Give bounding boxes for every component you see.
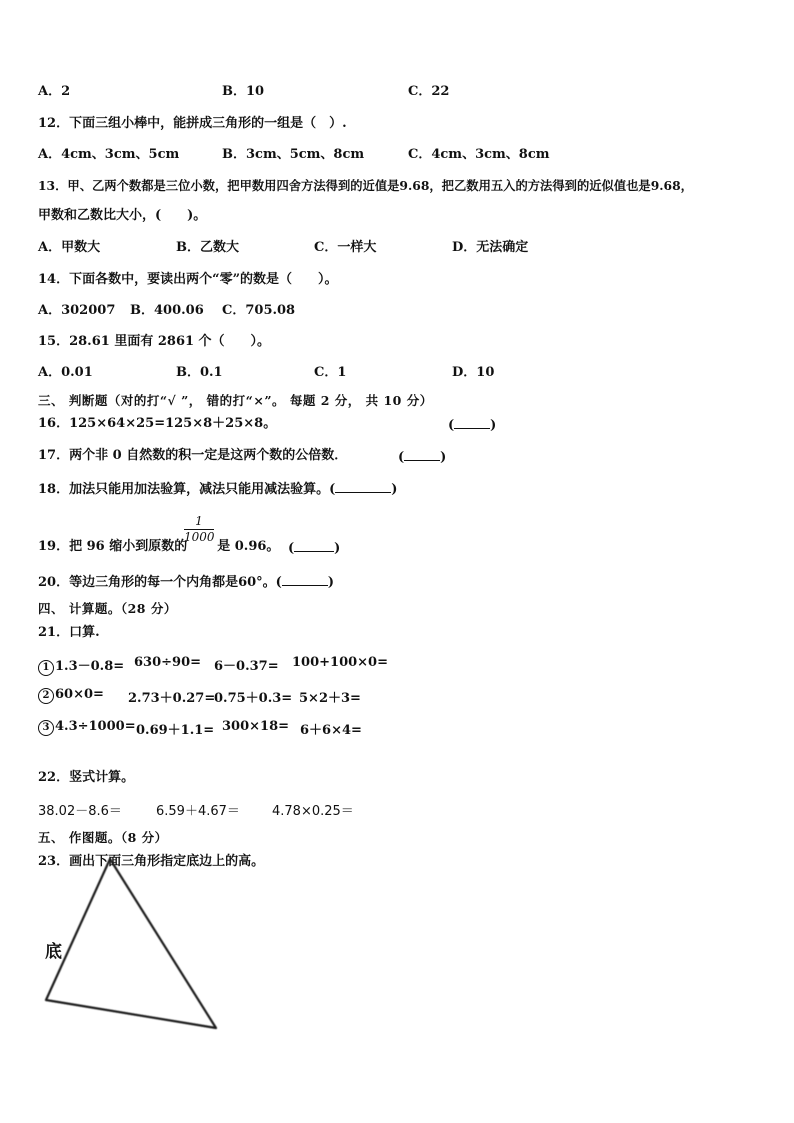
q15-option-c: C．1 [314,365,347,380]
circled-number-2: 2 [38,688,54,704]
paren-close: ) [327,575,334,590]
q13-option-b: B．乙数大 [176,240,239,255]
section-5-heading: 五、 作图题。（8 分） [38,830,168,845]
vertical-calc-1: 38.02－8.6＝ [38,804,122,819]
triangle [46,859,216,1028]
fraction-numerator: 1 [184,514,214,530]
q14-option-a: A．302007 [38,303,116,318]
paren-open: ( [288,541,295,556]
q11-option-a: A．2 [38,84,71,99]
q15-option-b: B．0.1 [176,365,223,380]
q13-stem-line1: 13．甲、乙两个数都是三位小数，把甲数用四舍方法得到的近值是9.68，把乙数用五入的方法得到的近似值也是9.68， [38,178,693,193]
q12-option-c: C．4cm、3cm、8cm [408,147,550,162]
q23-title: 23．画出下面三角形指定底边上的高。 [38,854,265,869]
q18-statement: 18．加法只能用加法验算，减法只能用减法验算。( ) [38,482,398,497]
paren-close: ) [391,482,398,497]
q15-stem: 15．28.61 里面有 2861 个（ ）。 [38,334,271,349]
q15-option-a: A．0.01 [38,365,93,380]
paren-close: ) [440,450,447,465]
q16-statement: 16．125×64×25=125×8＋25×8。 [38,416,277,431]
q13-stem-line2: 甲数和乙数比大小，( )。 [38,208,207,223]
q17-statement: 17．两个非 0 自然数的积一定是这两个数的公倍数． [38,448,348,463]
q12-option-b: B．3cm、5cm、8cm [222,147,365,162]
section-4-heading: 四、 计算题。（28 分） [38,601,177,616]
q12-option-a: A．4cm、3cm、5cm [38,147,180,162]
q22-title: 22．竖式计算。 [38,770,135,785]
q13-option-c: C．一样大 [314,240,377,255]
circled-number-1: 1 [38,660,54,676]
q12-stem: 12．下面三组小棒中，能拼成三角形的一组是（ ）. [38,116,347,131]
q14-stem: 14．下面各数中，要读出两个“零”的数是（ ）。 [38,272,338,287]
vertical-calc-2: 6.59＋4.67＝ [156,804,240,819]
q11-option-c: C．22 [408,84,450,99]
circled-number-3: 3 [38,720,54,736]
q15-option-d: D．10 [452,365,495,380]
section-3-heading: 三、 判断题（对的打“√ ”， 错的打“×”。 每题 2 分， 共 10 分） [38,393,433,408]
q13-option-d: D．无法确定 [452,240,529,255]
base-label: 底 [45,942,62,962]
vertical-calc-3: 4.78×0.25＝ [272,804,354,819]
q19-statement: 19．把 96 缩小到原数的 是 0.96。 [38,539,280,554]
paren-open: ( [398,450,405,465]
q14-option-b: B．400.06 [130,303,204,318]
q14-option-c: C．705.08 [222,303,296,318]
q21-title: 21．口算. [38,625,100,640]
fraction-denominator: 1000 [184,530,215,544]
paren-close: ) [490,418,497,433]
paren-close: ) [334,541,341,556]
q13-option-a: A．甲数大 [38,240,101,255]
q20-statement: 20．等边三角形的每一个内角都是60°。( ) [38,575,334,590]
paren-open: ( [448,418,455,433]
q11-option-b: B．10 [222,84,265,99]
